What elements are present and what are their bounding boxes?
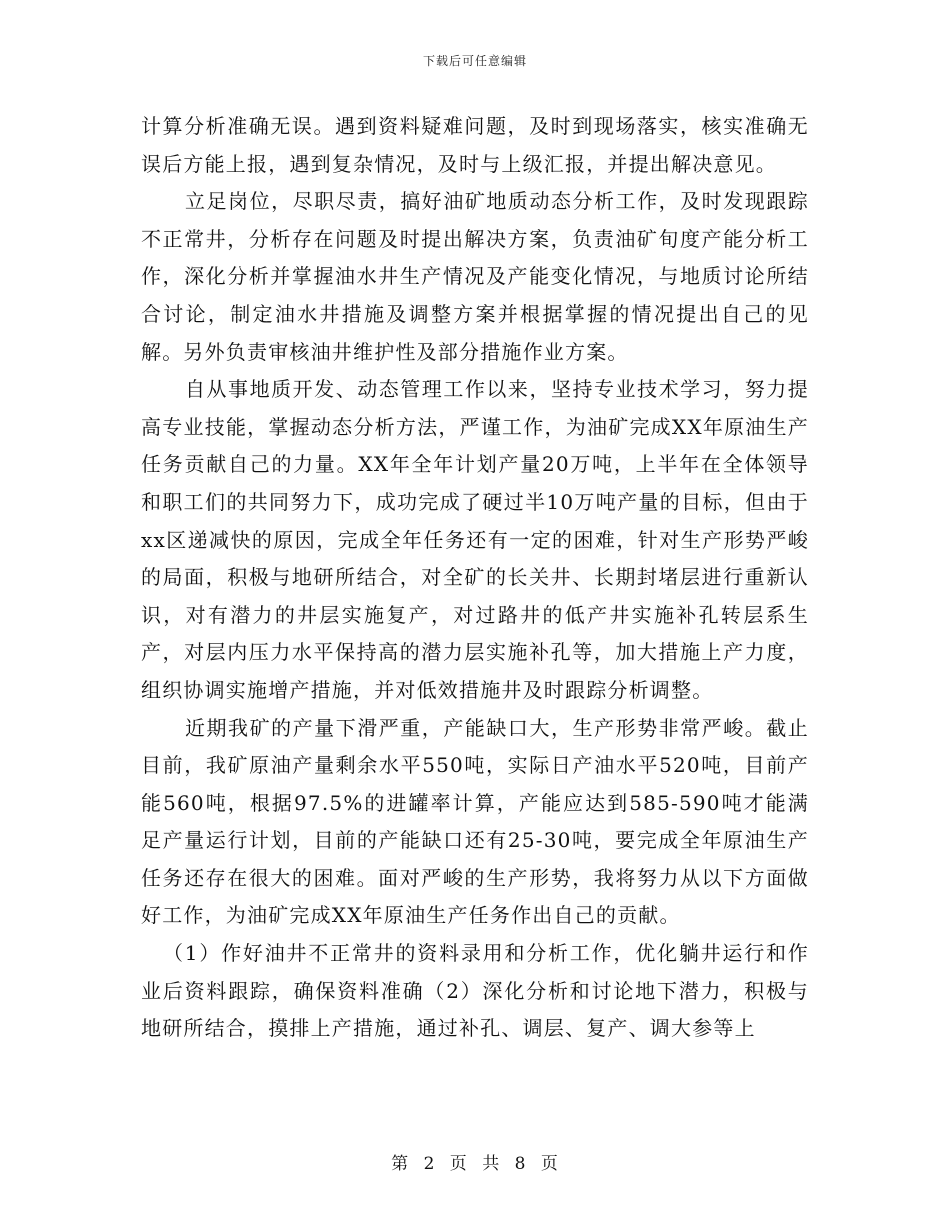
paragraph-action-items: （1）作好油井不正常井的资料录用和分析工作，优化躺井运行和作业后资料跟踪，确保资料准确（2）深化分析和讨论地下潜力，积极与地研所结合，摸排上产措施，通过补孔、调层、复产、调大参等上 <box>141 941 809 1041</box>
paragraph-continuation: 计算分析准确无误。遇到资料疑难问题，及时到现场落实，核实准确无误后方能上报，遇到复杂情况，及时与上级汇报，并提出解决意见。 <box>141 114 809 176</box>
paragraph-current-situation: 近期我矿的产量下滑严重，产能缺口大，生产形势非常严峻。截止目前，我矿原油产量剩余水平550吨，实际日产油水平520吨，目前产能560吨，根据97.5%的进罐率计算，产能应达到585-590吨才能满足产量运行计划，目前的产能缺口还有25-30吨，要完成全年原油生产任务还存在很大的困难。面对严峻的生产形势，我将努力从以下方面做好工作，为油矿完成XX年原油生产任务作出自己的贡献。 <box>141 715 809 928</box>
page-number-footer: 第 2 页 共 8 页 <box>391 1154 559 1174</box>
paragraph-achievements: 自从事地质开发、动态管理工作以来，坚持专业技术学习，努力提高专业技能，掌握动态分析方法，严谨工作，为油矿完成XX年原油生产任务贡献自己的力量。XX年全年计划产量20万吨，上半年在全体领导和职工们的共同努力下，成功完成了硬过半10万吨产量的目标，但由于xx区递减快的原因，完成全年任务还有一定的困难，针对生产形势严峻的局面，积极与地研所结合，对全矿的长关井、长期封堵层进行重新认识，对有潜力的井层实施复产，对过路井的低产井实施补孔转层系生产，对层内压力水平保持高的潜力层实施补孔等，加大措施上产力度，组织协调实施增产措施，并对低效措施井及时跟踪分析调整。 <box>141 377 809 702</box>
document-body <box>141 108 809 1048</box>
page-header: 下载后可任意编辑 <box>422 54 527 68</box>
paragraph-duties: 立足岗位，尽职尽责，搞好油矿地质动态分析工作，及时发现跟踪不正常井，分析存在问题及时提出解决方案，负责油矿旬度产能分析工作，深化分析并掌握油水井生产情况及产能变化情况，与地质讨论所结合讨论，制定油水井措施及调整方案并根据掌握的情况提出自己的见解。另外负责审核油井维护性及部分措施作业方案。 <box>141 189 809 364</box>
